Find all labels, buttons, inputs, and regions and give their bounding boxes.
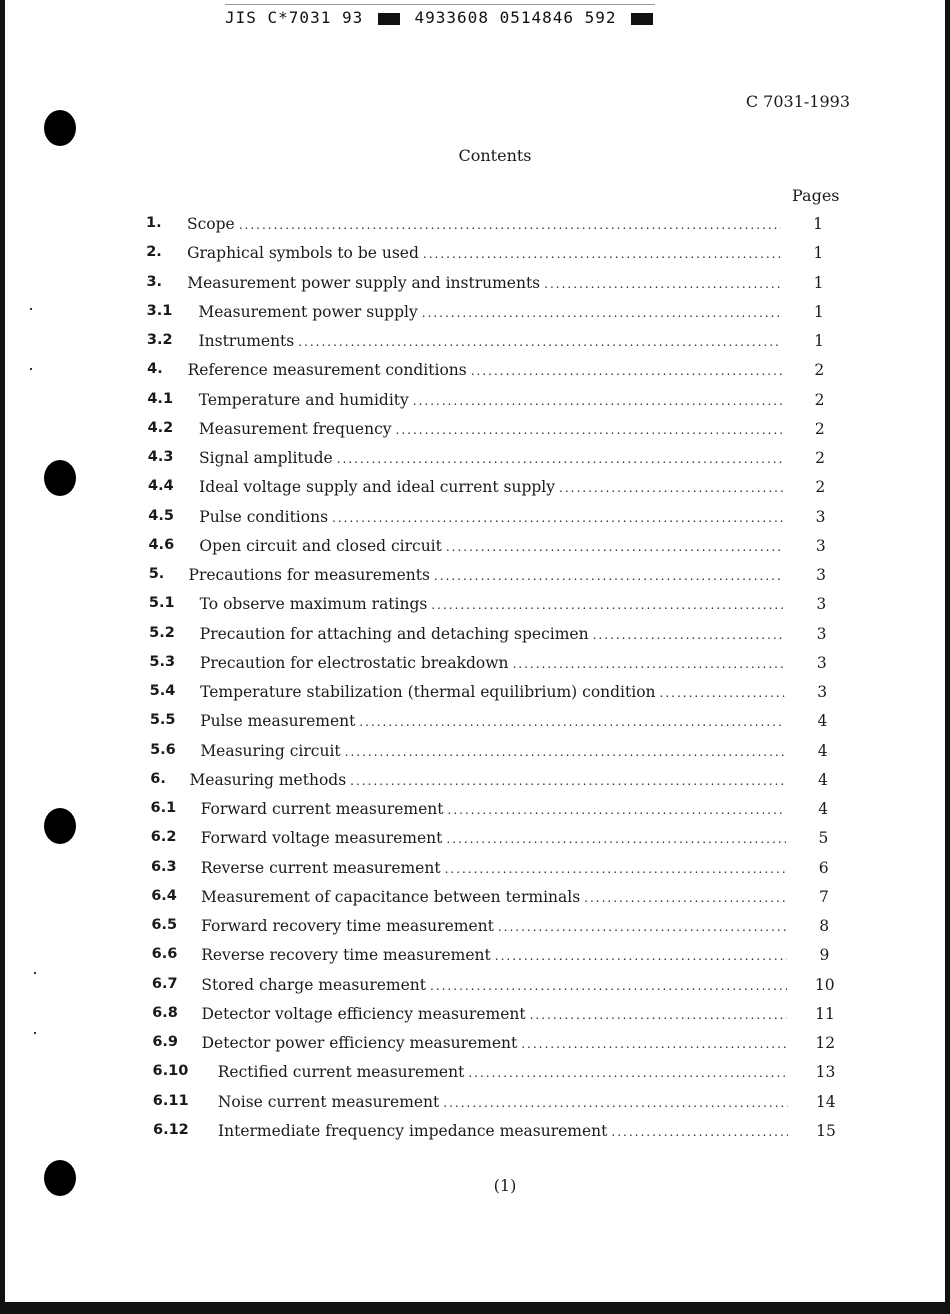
page-title: Contents <box>458 146 532 165</box>
pages-column-header: Pages <box>792 186 840 205</box>
toc-row <box>0 888 950 908</box>
toc-row <box>0 420 950 440</box>
toc-dot-leader <box>521 1037 787 1051</box>
toc-entry <box>200 625 784 643</box>
toc-section-title: Graphical symbols to be used <box>187 244 419 263</box>
toc-page-number: 8 <box>819 917 830 936</box>
toc-dot-leader <box>446 832 785 846</box>
toc-row <box>0 537 950 557</box>
toc-section-number: 6. <box>150 770 166 787</box>
toc-section-number: 4.3 <box>147 449 174 466</box>
toc-section-title: Stored charge measurement <box>201 975 427 994</box>
toc-section-title: Measuring methods <box>189 770 347 789</box>
toc-entry <box>200 654 784 672</box>
toc-entry <box>199 508 783 526</box>
toc-section-title: Temperature and humidity <box>198 390 409 409</box>
toc-row <box>0 742 950 762</box>
toc-row <box>0 654 950 674</box>
toc-page-number: 3 <box>816 653 827 672</box>
toc-page-number: 9 <box>819 946 830 965</box>
toc-entry <box>189 771 785 789</box>
toc-section-title: Open circuit and closed circuit <box>199 536 442 555</box>
toc-dot-leader <box>396 423 783 437</box>
toc-section-number: 5.6 <box>150 741 176 758</box>
toc-dot-leader <box>512 657 784 671</box>
toc-row <box>0 303 950 323</box>
toc-section-title: Ideal voltage supply and ideal current supply <box>199 478 555 497</box>
scan-edge-bottom <box>0 1302 950 1314</box>
header-block-mark <box>378 13 400 25</box>
toc-section-title: Rectified current measurement <box>217 1063 465 1082</box>
toc-section-title: Precautions for measurements <box>188 566 430 585</box>
toc-entry <box>199 478 783 496</box>
toc-entry <box>200 712 785 730</box>
toc-page-number: 6 <box>818 858 829 877</box>
document-id: C 7031-1993 <box>745 92 850 111</box>
toc-row <box>0 1122 950 1142</box>
toc-dot-leader <box>448 803 786 817</box>
toc-page-number: 1 <box>813 244 824 263</box>
toc-section-number: 5.3 <box>149 653 176 670</box>
toc-row <box>0 771 950 791</box>
toc-page-number: 4 <box>817 770 828 789</box>
toc-section-title: Forward current measurement <box>200 800 444 819</box>
toc-section-number: 5.5 <box>149 712 176 729</box>
toc-section-title: Measurement of capacitance between terminals <box>200 887 581 906</box>
toc-row <box>0 976 950 996</box>
toc-page-number: 7 <box>818 887 829 906</box>
toc-page-number: 3 <box>815 507 826 526</box>
toc-row <box>0 274 950 294</box>
toc-page-number: 3 <box>816 566 827 585</box>
toc-entry <box>201 1005 787 1023</box>
toc-dot-leader <box>443 1096 787 1110</box>
toc-page-number: 2 <box>815 478 826 497</box>
toc-entry <box>199 332 782 350</box>
toc-page-number: 2 <box>814 390 825 409</box>
toc-dot-leader <box>423 247 781 261</box>
toc-section-number: 2. <box>146 244 162 261</box>
toc-row <box>0 478 950 498</box>
toc-dot-leader <box>445 862 786 876</box>
toc-section-number: 6.8 <box>152 1004 178 1021</box>
toc-section-title: Measurement power supply <box>198 302 418 321</box>
toc-entry <box>199 391 783 409</box>
toc-page-number: 10 <box>814 975 835 994</box>
toc-page-number: 14 <box>815 1092 836 1111</box>
toc-row <box>0 566 950 586</box>
toc-page-number: 12 <box>815 1034 836 1053</box>
toc-section-number: 6.11 <box>152 1092 189 1109</box>
toc-dot-leader <box>584 891 786 905</box>
toc-dot-leader <box>559 481 783 495</box>
toc-section-title: Noise current measurement <box>217 1092 440 1111</box>
toc-page-number: 13 <box>815 1063 836 1082</box>
toc-section-number: 6.3 <box>150 858 177 875</box>
toc-entry <box>189 566 784 584</box>
toc-section-title: Reverse current measurement <box>200 858 441 877</box>
toc-row <box>0 800 950 820</box>
toc-entry <box>201 859 786 877</box>
toc-section-number: 6.10 <box>152 1063 189 1080</box>
toc-page-number: 3 <box>816 595 827 614</box>
toc-section-number: 6.5 <box>151 917 178 934</box>
toc-section-number: 5.2 <box>149 624 175 641</box>
toc-entry <box>199 420 783 438</box>
toc-dot-leader <box>495 949 787 963</box>
toc-row <box>0 829 950 849</box>
toc-section-title: To observe maximum ratings <box>199 595 428 614</box>
toc-entry <box>201 829 786 847</box>
toc-entry <box>199 537 783 555</box>
toc-entry <box>199 449 783 467</box>
toc-section-title: Forward voltage measurement <box>200 829 443 848</box>
toc-entry <box>202 1034 788 1052</box>
toc-section-title: Measurement power supply and instruments <box>187 273 541 292</box>
toc-dot-leader <box>431 598 784 612</box>
toc-page-number: 1 <box>813 302 824 321</box>
toc-row <box>0 859 950 879</box>
toc-section-number: 4.6 <box>148 536 175 553</box>
toc-section-number: 5. <box>148 566 165 583</box>
toc-entry <box>218 1063 788 1081</box>
toc-entry <box>187 274 781 292</box>
toc-dot-leader <box>593 628 785 642</box>
toc-dot-leader <box>239 218 781 232</box>
toc-row <box>0 595 950 615</box>
toc-entry <box>200 683 785 701</box>
toc-dot-leader <box>611 1125 788 1139</box>
toc-page-number: 4 <box>817 712 828 731</box>
toc-section-title: Reference measurement conditions <box>187 361 467 380</box>
toc-section-title: Measuring circuit <box>200 741 341 760</box>
toc-row <box>0 625 950 645</box>
toc-dot-leader <box>544 277 781 291</box>
toc-section-title: Detector power efficiency measurement <box>201 1034 518 1053</box>
toc-page-number: 15 <box>816 1122 836 1140</box>
toc-row <box>0 361 950 381</box>
toc-section-number: 4.4 <box>148 478 174 495</box>
header-rule <box>225 4 655 5</box>
header-code-right: 4933608 0514846 592 <box>414 8 617 27</box>
toc-page-number: 3 <box>816 624 827 643</box>
toc-page-number: 1 <box>814 332 824 351</box>
toc-section-title: Reverse recovery time measurement <box>201 946 491 965</box>
toc-row <box>0 712 950 732</box>
toc-row <box>0 1063 950 1083</box>
toc-section-title: Temperature stabilization (thermal equilibrium) condition <box>200 683 656 702</box>
toc-entry <box>200 595 784 613</box>
toc-section-number: 3. <box>146 273 163 290</box>
toc-dot-leader <box>345 745 785 759</box>
toc-dot-leader <box>350 774 785 788</box>
toc-section-title: Precaution for electrostatic breakdown <box>199 653 509 672</box>
toc-page-number: 4 <box>818 800 829 819</box>
toc-section-number: 3.1 <box>146 302 173 319</box>
toc-dot-leader <box>337 452 783 466</box>
toc-entry <box>198 303 781 321</box>
toc-page-number: 1 <box>813 215 823 233</box>
toc-entry <box>218 1093 788 1111</box>
toc-entry <box>201 800 786 818</box>
toc-entry <box>201 976 787 994</box>
toc-section-number: 4. <box>147 361 163 378</box>
toc-section-number: 6.6 <box>151 946 178 963</box>
toc-page-number: 11 <box>815 1004 835 1023</box>
toc-section-title: Pulse conditions <box>199 507 329 526</box>
toc-row <box>0 332 950 352</box>
toc-entry <box>187 215 781 233</box>
toc-section-number: 3.2 <box>146 332 173 349</box>
toc-dot-leader <box>498 920 787 934</box>
toc-page-number: 1 <box>813 273 824 292</box>
toc-section-number: 4.5 <box>148 507 174 524</box>
toc-dot-leader <box>434 569 784 583</box>
toc-page-number: 2 <box>815 449 825 468</box>
toc-dot-leader <box>446 540 784 554</box>
toc-dot-leader <box>422 306 782 320</box>
toc-dot-leader <box>660 686 785 700</box>
toc-dot-leader <box>530 1008 787 1022</box>
toc-entry <box>188 361 782 379</box>
toc-section-number: 6.1 <box>150 800 177 817</box>
toc-section-title: Intermediate frequency impedance measurement <box>218 1122 608 1140</box>
header-code <box>225 8 657 27</box>
toc-entry <box>218 1122 788 1140</box>
toc-section-number: 6.12 <box>153 1122 189 1138</box>
toc-dot-leader <box>332 511 783 525</box>
toc-row <box>0 1005 950 1025</box>
toc-dot-leader <box>359 715 785 729</box>
toc-page-number: 3 <box>817 683 828 702</box>
toc-dot-leader <box>298 335 782 349</box>
toc-page-number: 2 <box>814 419 825 438</box>
scan-speck <box>34 972 36 974</box>
toc-section-number: 4.2 <box>147 419 174 436</box>
toc-section-number: 6.2 <box>150 829 177 846</box>
toc-row <box>0 917 950 937</box>
toc-section-number: 6.9 <box>152 1034 178 1051</box>
toc-section-title: Instruments <box>198 332 295 351</box>
toc-section-title: Precaution for attaching and detaching specimen <box>199 624 589 643</box>
header-code-left: JIS C*7031 93 <box>225 8 364 27</box>
toc-row <box>0 1093 950 1113</box>
page-number: (1) <box>493 1176 517 1195</box>
toc-section-number: 6.7 <box>151 975 178 992</box>
toc-row <box>0 946 950 966</box>
toc-entry <box>187 244 781 262</box>
toc-dot-leader <box>468 1066 787 1080</box>
toc-page-number: 5 <box>818 829 829 848</box>
header-block-mark <box>631 13 653 25</box>
toc-section-title: Detector voltage efficiency measurement <box>201 1004 526 1023</box>
toc-section-number: 6.4 <box>151 887 177 904</box>
punch-hole <box>44 110 76 146</box>
toc-entry <box>201 888 786 906</box>
toc-section-title: Scope <box>187 215 235 233</box>
toc-section-number: 4.1 <box>147 390 174 407</box>
toc-section-title: Measurement frequency <box>198 419 392 438</box>
toc-page-number: 3 <box>815 536 826 555</box>
toc-row <box>0 449 950 469</box>
toc-row <box>0 1034 950 1054</box>
toc-section-title: Pulse measurement <box>200 712 356 731</box>
toc-row <box>0 215 950 235</box>
toc-section-title: Forward recovery time measurement <box>201 917 494 936</box>
toc-row <box>0 244 950 264</box>
toc-row <box>0 683 950 703</box>
toc-section-number: 5.1 <box>148 595 175 612</box>
toc-dot-leader <box>471 364 782 378</box>
toc-section-title: Signal amplitude <box>199 449 333 468</box>
toc-entry <box>200 742 785 760</box>
toc-page-number: 2 <box>814 361 825 380</box>
toc-entry <box>201 917 786 935</box>
toc-row <box>0 508 950 528</box>
toc-page-number: 4 <box>817 741 828 760</box>
toc-dot-leader <box>430 979 787 993</box>
toc-section-number: 5.4 <box>149 683 176 700</box>
toc-entry <box>201 946 786 964</box>
toc-row <box>0 391 950 411</box>
toc-section-number: 1. <box>146 215 162 231</box>
toc-dot-leader <box>413 394 783 408</box>
